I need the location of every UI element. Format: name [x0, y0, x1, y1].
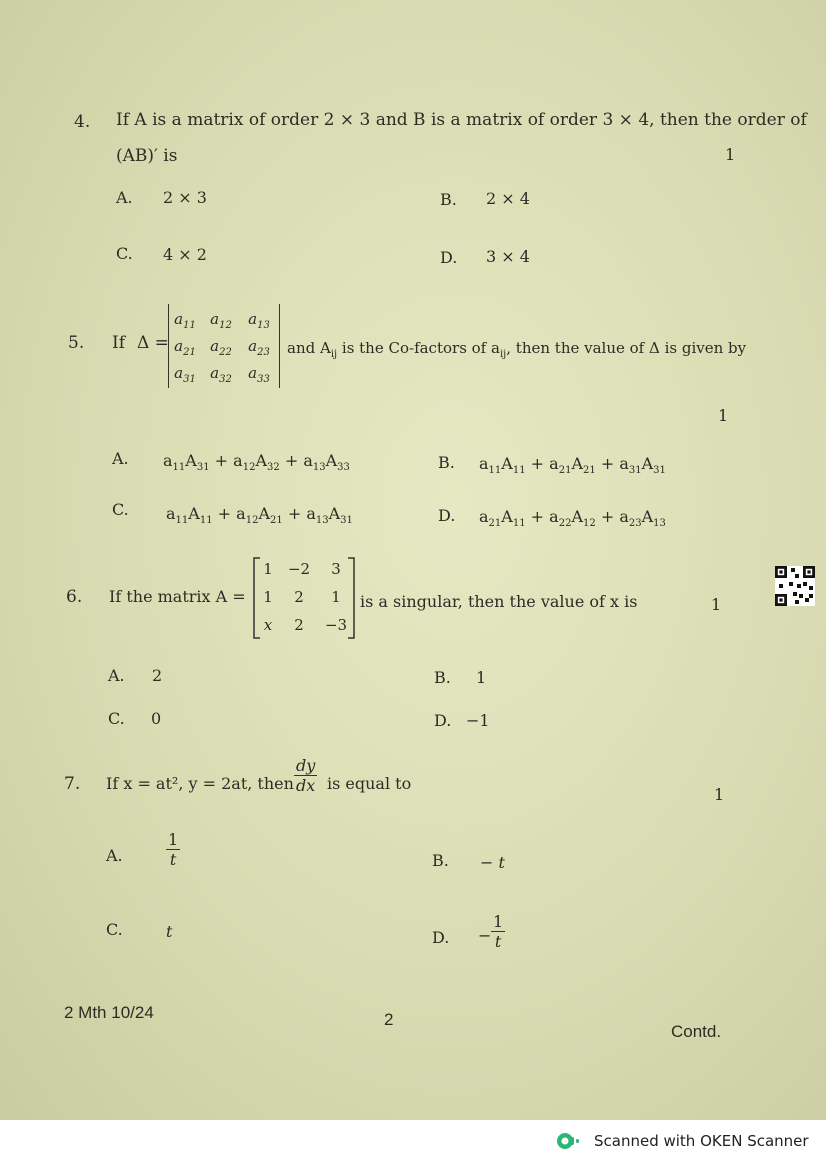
- q5-option-c-text: $a_{11}A_{11} + a_{12}A_{21} + a_{13}A_{31}$: [166, 504, 353, 527]
- q4-option-c-letter: C.: [116, 244, 133, 263]
- q5-det-a11: $a_{11}$: [174, 310, 196, 331]
- q7-prefix: If x = at², y = 2at, then: [106, 774, 294, 793]
- q5-cofactor-text: and $A_{ij}$ is the Co-factors of $a_{ij}$, then the value of Δ is given by: [287, 339, 747, 360]
- q7-frac-den: dx: [296, 776, 316, 795]
- q7-option-d-letter: D.: [432, 928, 450, 947]
- q4-number: 4.: [74, 112, 91, 132]
- q6-number: 6.: [66, 587, 83, 607]
- q7-option-d-sign: −: [478, 926, 492, 945]
- q7-number: 7.: [64, 774, 81, 794]
- q7-option-a-letter: A.: [106, 846, 123, 865]
- q5-option-b-text: $a_{11}A_{11} + a_{21}A_{21} + a_{31}A_{31}$: [479, 454, 666, 477]
- q6-m31: x: [263, 616, 273, 634]
- q7-frac-num: dy: [296, 756, 316, 775]
- q5-det-a32: $a_{32}$: [210, 364, 232, 385]
- q4-option-a-text: 2 × 3: [163, 188, 207, 207]
- q6-m13: 3: [331, 560, 341, 578]
- paper-code: 2 Mth 10/24: [64, 1003, 154, 1022]
- qr-code-icon: [775, 566, 815, 606]
- q5-det-a13: $a_{13}$: [248, 310, 270, 331]
- q6-option-b-letter: B.: [434, 668, 451, 687]
- q6-option-a-text: 2: [152, 666, 163, 685]
- q7-option-b-text: − t: [480, 853, 505, 872]
- q6-m11: 1: [263, 560, 273, 578]
- q4-option-c-text: 4 × 2: [163, 245, 207, 264]
- q7-option-a-fraction: $\frac{1}{t}$: [168, 830, 179, 869]
- q6-m23: 1: [331, 588, 341, 606]
- q6-option-c-text: 0: [151, 709, 162, 728]
- q6-m21: 1: [263, 588, 273, 606]
- q6-m12: −2: [287, 560, 311, 578]
- q4-option-b-text: 2 × 4: [486, 189, 530, 208]
- oken-scanner-logo-icon: [556, 1131, 582, 1151]
- q6-prefix: If the matrix A =: [109, 587, 246, 606]
- q6-marks: 1: [711, 595, 722, 614]
- q7-option-c-letter: C.: [106, 920, 123, 939]
- q6-m33: −3: [324, 616, 348, 634]
- q4-option-d-letter: D.: [440, 248, 458, 267]
- q5-det-a22: $a_{22}$: [210, 337, 232, 358]
- q7-option-c-text: t: [166, 922, 173, 941]
- scanner-watermark-text: Scanned with OKEN Scanner: [594, 1132, 809, 1150]
- q5-det-a12: $a_{12}$: [210, 310, 232, 331]
- q7-derivative-fraction: [294, 756, 317, 795]
- q5-option-a-letter: A.: [112, 449, 129, 468]
- q4-marks: 1: [725, 145, 736, 164]
- q6-option-d-text: −1: [466, 711, 490, 730]
- q5-if: If: [112, 333, 126, 353]
- q6-m22: 2: [294, 588, 304, 606]
- q5-marks: 1: [718, 406, 729, 425]
- q6-option-c-letter: C.: [108, 709, 125, 728]
- q6-option-a-letter: A.: [108, 666, 125, 685]
- q6-m32: 2: [294, 616, 304, 634]
- q4-option-d-text: 3 × 4: [486, 247, 530, 266]
- page-number: 2: [384, 1010, 394, 1029]
- q6-suffix: is a singular, then the value of x is: [360, 592, 638, 611]
- q7-option-d-fraction: $\frac{1}{t}$: [493, 912, 504, 951]
- q4-option-a-letter: A.: [116, 188, 133, 207]
- q5-option-a-text: $a_{11}A_{31} + a_{12}A_{32} + a_{13}A_{33}$: [163, 451, 350, 474]
- continued-label: Contd.: [671, 1022, 722, 1041]
- q4-text-line2: (AB)′ is: [116, 146, 178, 166]
- q5-det-a31: $a_{31}$: [174, 364, 196, 385]
- q5-option-d-letter: D.: [438, 506, 456, 525]
- q6-option-b-text: 1: [476, 668, 487, 687]
- q6-option-d-letter: D.: [434, 711, 452, 730]
- q5-det-a21: $a_{21}$: [174, 337, 196, 358]
- q5-number: 5.: [68, 333, 85, 353]
- q7-suffix: is equal to: [327, 774, 412, 793]
- q5-det-a33: $a_{33}$: [248, 364, 270, 385]
- q4-option-b-letter: B.: [440, 190, 457, 209]
- q7-option-b-letter: B.: [432, 851, 449, 870]
- q4-text-line1: If A is a matrix of order 2 × 3 and B is a matrix of order 3 × 4, then the order of: [116, 110, 807, 130]
- q7-marks: 1: [714, 785, 725, 804]
- q5-delta-eq: Δ =: [137, 333, 169, 353]
- q5-option-c-letter: C.: [112, 500, 129, 519]
- q5-option-b-letter: B.: [438, 453, 455, 472]
- q5-det-a23: $a_{23}$: [248, 337, 270, 358]
- q5-option-d-text: $a_{21}A_{11} + a_{22}A_{12} + a_{23}A_{13}$: [479, 507, 666, 530]
